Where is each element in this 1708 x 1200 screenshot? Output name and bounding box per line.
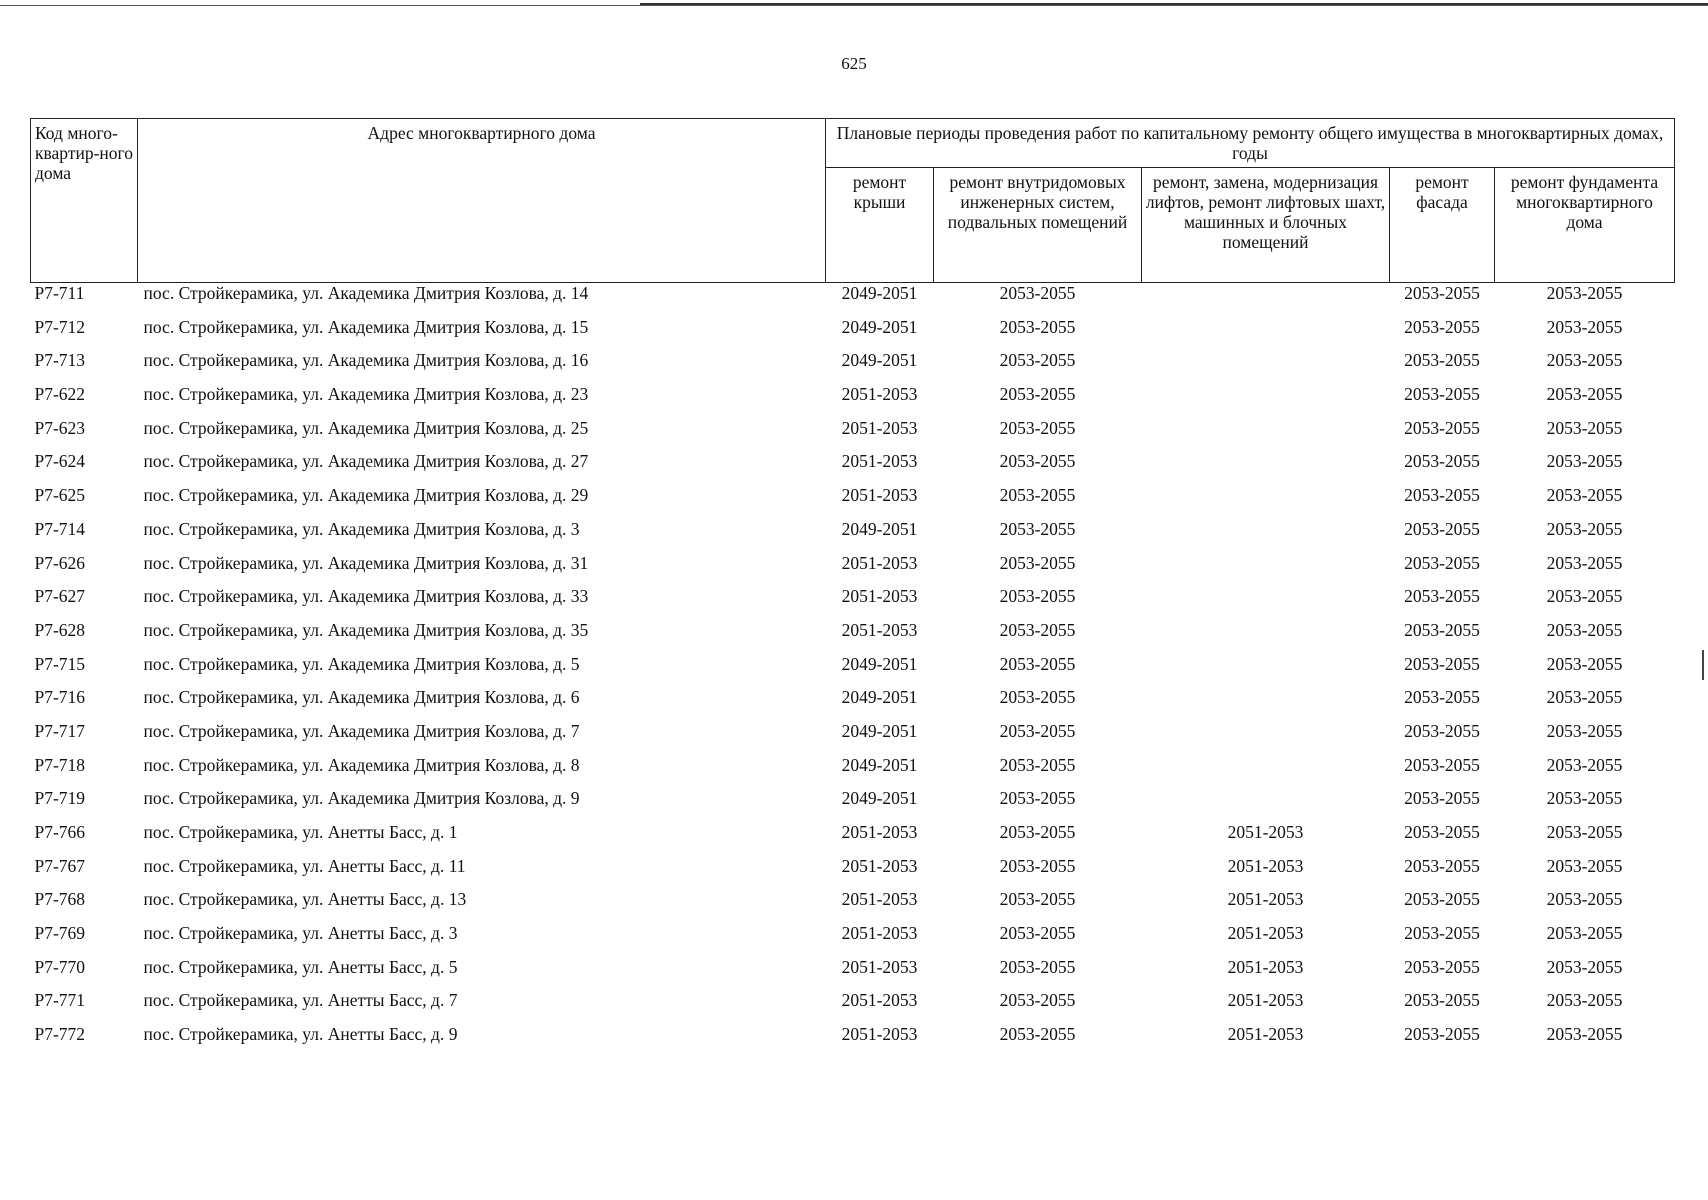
- cell-roof: 2049-2051: [841, 720, 918, 741]
- cell-roof: 2051-2053: [841, 990, 918, 1011]
- cell-lifts: 2051-2053: [1227, 956, 1304, 977]
- cell-facade: 2053-2055: [1404, 855, 1480, 876]
- table-row: [31, 957, 1675, 991]
- cell-systems: 2053-2055: [999, 586, 1076, 607]
- cell-foundation: 2053-2055: [1546, 720, 1623, 741]
- cell-lifts: [1142, 654, 1390, 688]
- cell-systems: 2053-2055: [999, 687, 1076, 708]
- table-row: [31, 822, 1675, 856]
- cell-facade: 2053-2055: [1404, 384, 1480, 405]
- cell-address: пос. Стройкерамика, ул. Анетты Басс, д. 1: [143, 822, 458, 842]
- cell-roof: 2051-2053: [841, 855, 918, 876]
- cell-code: Р7-628: [34, 619, 86, 640]
- cell-systems: 2053-2055: [999, 316, 1076, 337]
- table-row: [31, 485, 1675, 519]
- cell-address: пос. Стройкерамика, ул. Академика Дмитрия Козлова, д. 15: [143, 316, 589, 337]
- cell-roof: 2051-2053: [841, 384, 918, 405]
- cell-facade: 2053-2055: [1404, 451, 1480, 472]
- cell-facade: 2053-2055: [1404, 485, 1480, 506]
- cell-address: пос. Стройкерамика, ул. Академика Дмитрия Козлова, д. 14: [143, 283, 589, 303]
- cell-facade: 2053-2055: [1404, 889, 1480, 910]
- cell-lifts: [1142, 755, 1390, 789]
- cell-address: пос. Стройкерамика, ул. Академика Дмитрия Козлова, д. 8: [143, 754, 580, 775]
- table-row: [31, 384, 1675, 418]
- page-number: 625: [841, 54, 867, 73]
- cell-code: Р7-772: [34, 1024, 86, 1045]
- cell-systems: 2053-2055: [999, 384, 1076, 405]
- cell-foundation: 2053-2055: [1546, 384, 1623, 405]
- cell-code: Р7-622: [34, 384, 86, 405]
- cell-systems: 2053-2055: [999, 990, 1076, 1011]
- cell-address: пос. Стройкерамика, ул. Анетты Басс, д. 13: [143, 889, 467, 910]
- cell-facade: 2053-2055: [1404, 720, 1480, 741]
- cell-roof: 2051-2053: [841, 485, 918, 506]
- table-row: [31, 350, 1675, 384]
- cell-systems: 2053-2055: [999, 552, 1076, 573]
- cell-code: Р7-712: [34, 316, 86, 337]
- cell-address: пос. Стройкерамика, ул. Академика Дмитрия Козлова, д. 35: [143, 619, 589, 640]
- cell-foundation: 2053-2055: [1546, 586, 1623, 607]
- table-row: [31, 620, 1675, 654]
- cell-address: пос. Стройкерамика, ул. Академика Дмитрия Козлова, д. 25: [143, 417, 589, 438]
- cell-lifts: 2051-2053: [1227, 855, 1304, 876]
- cell-code: Р7-767: [34, 855, 86, 876]
- table-row: [31, 317, 1675, 351]
- cell-systems: 2053-2055: [999, 350, 1076, 371]
- header-address: Адрес многоквартирного дома: [138, 119, 826, 283]
- cell-facade: 2053-2055: [1404, 619, 1480, 640]
- cell-systems: 2053-2055: [999, 283, 1076, 303]
- cell-systems: 2053-2055: [999, 889, 1076, 910]
- cell-systems: 2053-2055: [999, 822, 1076, 842]
- cell-address: пос. Стройкерамика, ул. Академика Дмитрия Козлова, д. 27: [143, 451, 589, 472]
- cell-systems: 2053-2055: [999, 923, 1076, 944]
- header-systems: ремонт внутридомовых инженерных систем, подвальных помещений: [934, 168, 1142, 283]
- table-body: [31, 283, 1675, 1058]
- cell-systems: 2053-2055: [999, 451, 1076, 472]
- cell-address: пос. Стройкерамика, ул. Академика Дмитрия Козлова, д. 29: [143, 485, 589, 506]
- cell-code: Р7-771: [34, 990, 86, 1011]
- cell-systems: 2053-2055: [999, 1024, 1076, 1045]
- cell-address: пос. Стройкерамика, ул. Академика Дмитрия Козлова, д. 5: [143, 653, 580, 674]
- cell-address: пос. Стройкерамика, ул. Академика Дмитрия Козлова, д. 33: [143, 586, 589, 607]
- cell-lifts: 2051-2053: [1227, 923, 1304, 944]
- table-row: [31, 519, 1675, 553]
- cell-roof: 2051-2053: [841, 451, 918, 472]
- cell-code: Р7-713: [34, 350, 86, 371]
- table-row: [31, 856, 1675, 890]
- cell-roof: 2051-2053: [841, 619, 918, 640]
- cell-code: Р7-624: [34, 451, 86, 472]
- cell-lifts: [1142, 384, 1390, 418]
- cell-facade: 2053-2055: [1404, 822, 1480, 842]
- cell-foundation: 2053-2055: [1546, 923, 1623, 944]
- cell-address: пос. Стройкерамика, ул. Анетты Басс, д. 5: [143, 956, 458, 977]
- cell-lifts: [1142, 283, 1390, 317]
- cell-code: Р7-627: [34, 586, 86, 607]
- cell-foundation: 2053-2055: [1546, 619, 1623, 640]
- cell-foundation: 2053-2055: [1546, 518, 1623, 539]
- cell-foundation: 2053-2055: [1546, 552, 1623, 573]
- cell-lifts: [1142, 418, 1390, 452]
- cell-foundation: 2053-2055: [1546, 316, 1623, 337]
- cell-roof: 2049-2051: [841, 350, 918, 371]
- cell-foundation: 2053-2055: [1546, 956, 1623, 977]
- cell-systems: 2053-2055: [999, 485, 1076, 506]
- table-row: [31, 687, 1675, 721]
- cell-code: Р7-766: [34, 822, 86, 842]
- cell-facade: 2053-2055: [1404, 754, 1480, 775]
- cell-systems: 2053-2055: [999, 956, 1076, 977]
- table-row: [31, 586, 1675, 620]
- cell-facade: 2053-2055: [1404, 788, 1480, 809]
- cell-facade: 2053-2055: [1404, 923, 1480, 944]
- cell-facade: 2053-2055: [1404, 283, 1480, 303]
- cell-code: Р7-717: [34, 720, 86, 741]
- cell-foundation: 2053-2055: [1546, 788, 1623, 809]
- cell-address: пос. Стройкерамика, ул. Академика Дмитрия Козлова, д. 7: [143, 720, 580, 741]
- cell-code: Р7-714: [34, 518, 86, 539]
- cell-roof: 2049-2051: [841, 687, 918, 708]
- cell-roof: 2051-2053: [841, 552, 918, 573]
- cell-foundation: 2053-2055: [1546, 889, 1623, 910]
- cell-roof: 2049-2051: [841, 754, 918, 775]
- cell-lifts: 2051-2053: [1227, 990, 1304, 1011]
- cell-facade: 2053-2055: [1404, 316, 1480, 337]
- cell-lifts: [1142, 553, 1390, 587]
- table-row: [31, 553, 1675, 587]
- cell-roof: 2049-2051: [841, 788, 918, 809]
- cell-lifts: [1142, 317, 1390, 351]
- cell-foundation: 2053-2055: [1546, 855, 1623, 876]
- top-rule: [0, 5, 1708, 6]
- cell-code: Р7-626: [34, 552, 86, 573]
- cell-foundation: 2053-2055: [1546, 754, 1623, 775]
- cell-systems: 2053-2055: [999, 653, 1076, 674]
- cell-facade: 2053-2055: [1404, 350, 1480, 371]
- cell-address: пос. Стройкерамика, ул. Академика Дмитрия Козлова, д. 3: [143, 518, 580, 539]
- cell-code: Р7-623: [34, 417, 86, 438]
- cell-foundation: 2053-2055: [1546, 822, 1623, 842]
- cell-facade: 2053-2055: [1404, 552, 1480, 573]
- table-row: [31, 923, 1675, 957]
- cell-lifts: 2051-2053: [1227, 822, 1304, 842]
- cell-foundation: 2053-2055: [1546, 653, 1623, 674]
- cell-facade: 2053-2055: [1404, 956, 1480, 977]
- cell-lifts: [1142, 586, 1390, 620]
- cell-systems: 2053-2055: [999, 754, 1076, 775]
- cell-roof: 2051-2053: [841, 889, 918, 910]
- header-facade: ремонт фасада: [1390, 168, 1495, 283]
- table-row: [31, 889, 1675, 923]
- cell-address: пос. Стройкерамика, ул. Академика Дмитрия Козлова, д. 9: [143, 788, 580, 809]
- table-row: [31, 418, 1675, 452]
- cell-facade: 2053-2055: [1404, 417, 1480, 438]
- cell-facade: 2053-2055: [1404, 653, 1480, 674]
- cell-roof: 2051-2053: [841, 822, 918, 842]
- table-row: [31, 755, 1675, 789]
- cell-code: Р7-625: [34, 485, 86, 506]
- cell-foundation: 2053-2055: [1546, 1024, 1623, 1045]
- cell-systems: 2053-2055: [999, 855, 1076, 876]
- cell-facade: 2053-2055: [1404, 687, 1480, 708]
- cell-facade: 2053-2055: [1404, 518, 1480, 539]
- cell-facade: 2053-2055: [1404, 1024, 1480, 1045]
- cell-lifts: [1142, 687, 1390, 721]
- table-row: [31, 654, 1675, 688]
- cell-foundation: 2053-2055: [1546, 350, 1623, 371]
- cell-roof: 2051-2053: [841, 923, 918, 944]
- cell-code: Р7-769: [34, 923, 86, 944]
- cell-address: пос. Стройкерамика, ул. Академика Дмитрия Козлова, д. 23: [143, 384, 589, 405]
- cell-address: пос. Стройкерамика, ул. Анетты Басс, д. 9: [143, 1024, 458, 1045]
- table-row: [31, 1024, 1675, 1058]
- table-row: [31, 990, 1675, 1024]
- cell-address: пос. Стройкерамика, ул. Академика Дмитрия Козлова, д. 16: [143, 350, 589, 371]
- scan-edge-mark: [1702, 650, 1704, 680]
- header-roof: ремонт крыши: [826, 168, 934, 283]
- cell-code: Р7-770: [34, 956, 86, 977]
- cell-lifts: [1142, 788, 1390, 822]
- cell-facade: 2053-2055: [1404, 990, 1480, 1011]
- cell-address: пос. Стройкерамика, ул. Анетты Басс, д. 3: [143, 923, 458, 944]
- cell-roof: 2049-2051: [841, 653, 918, 674]
- cell-lifts: 2051-2053: [1227, 889, 1304, 910]
- cell-address: пос. Стройкерамика, ул. Анетты Басс, д. 7: [143, 990, 458, 1011]
- cell-foundation: 2053-2055: [1546, 485, 1623, 506]
- cell-address: пос. Стройкерамика, ул. Анетты Басс, д. 11: [143, 855, 466, 876]
- cell-lifts: [1142, 451, 1390, 485]
- table-row: [31, 283, 1675, 317]
- table-row: [31, 788, 1675, 822]
- capital-repair-table: [30, 118, 1675, 1058]
- cell-code: Р7-718: [34, 754, 86, 775]
- cell-address: пос. Стройкерамика, ул. Академика Дмитрия Козлова, д. 6: [143, 687, 580, 708]
- cell-roof: 2051-2053: [841, 586, 918, 607]
- cell-code: Р7-715: [34, 653, 86, 674]
- cell-foundation: 2053-2055: [1546, 990, 1623, 1011]
- cell-roof: 2051-2053: [841, 417, 918, 438]
- cell-lifts: [1142, 620, 1390, 654]
- cell-address: пос. Стройкерамика, ул. Академика Дмитрия Козлова, д. 31: [143, 552, 589, 573]
- cell-roof: 2051-2053: [841, 956, 918, 977]
- cell-roof: 2049-2051: [841, 283, 918, 303]
- top-rule-heavy: [640, 3, 1708, 5]
- cell-lifts: [1142, 485, 1390, 519]
- cell-code: Р7-719: [34, 788, 86, 809]
- cell-foundation: 2053-2055: [1546, 451, 1623, 472]
- cell-code: Р7-768: [34, 889, 86, 910]
- cell-code: Р7-711: [34, 283, 85, 303]
- table-row: [31, 721, 1675, 755]
- cell-foundation: 2053-2055: [1546, 417, 1623, 438]
- cell-roof: 2049-2051: [841, 316, 918, 337]
- header-lifts: ремонт, замена, модернизация лифтов, ремонт лифтовых шахт, машинных и блочных помещений: [1142, 168, 1390, 283]
- header-foundation: ремонт фундамента многоквартирного дома: [1495, 168, 1675, 283]
- cell-lifts: [1142, 721, 1390, 755]
- cell-lifts: 2051-2053: [1227, 1024, 1304, 1045]
- cell-facade: 2053-2055: [1404, 586, 1480, 607]
- cell-systems: 2053-2055: [999, 720, 1076, 741]
- cell-systems: 2053-2055: [999, 518, 1076, 539]
- cell-lifts: [1142, 519, 1390, 553]
- header-code: Код много-квартир-ного дома: [31, 119, 138, 283]
- cell-systems: 2053-2055: [999, 417, 1076, 438]
- cell-systems: 2053-2055: [999, 788, 1076, 809]
- cell-foundation: 2053-2055: [1546, 283, 1623, 303]
- cell-roof: 2051-2053: [841, 1024, 918, 1045]
- cell-systems: 2053-2055: [999, 619, 1076, 640]
- cell-foundation: 2053-2055: [1546, 687, 1623, 708]
- cell-lifts: [1142, 350, 1390, 384]
- header-planned-periods: Плановые периоды проведения работ по капитальному ремонту общего имущества в многоквартирных домах, годы: [826, 119, 1675, 168]
- table-row: [31, 451, 1675, 485]
- cell-roof: 2049-2051: [841, 518, 918, 539]
- cell-code: Р7-716: [34, 687, 86, 708]
